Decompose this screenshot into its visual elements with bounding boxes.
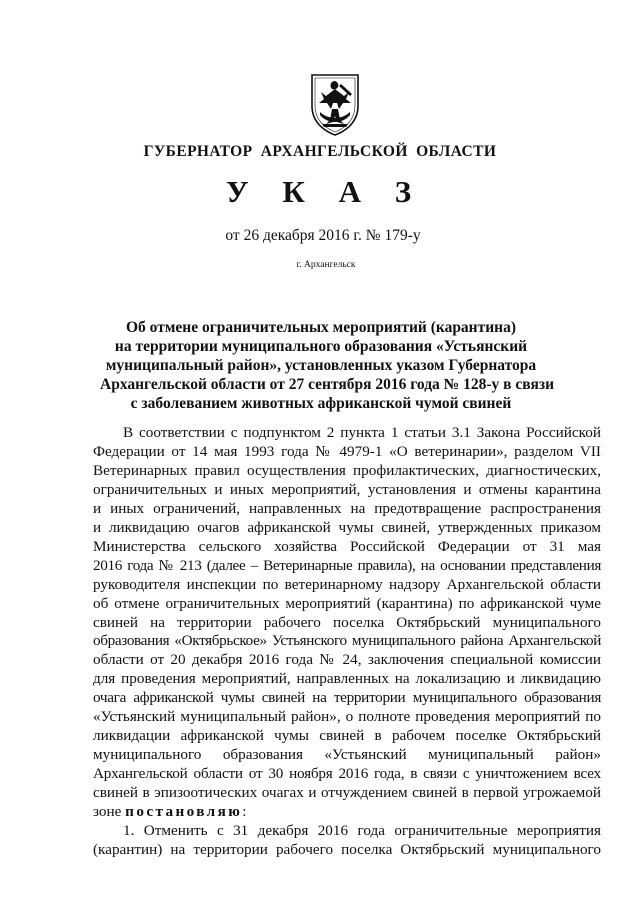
item-line: 1. Отменить с 31 декабря 2016 года ограничительные мероприятия — [123, 822, 601, 840]
subject-line: Об отмене ограничительных мероприятий (карантина) — [125, 319, 517, 336]
body-line: образования «Октябрьское» Устьянского муниципального района Архангельской — [93, 632, 601, 650]
resolution-prefix: зоне — [93, 803, 122, 821]
resolution-line — [93, 803, 601, 822]
authority-title: ГУБЕРНАТОР АРХАНГЕЛЬСКОЙ ОБЛАСТИ — [143, 143, 497, 160]
body-line: 2016 года № 213 (далее – Ветеринарные правила), на основании представления — [93, 556, 601, 574]
resolution-keyword: постановляю — [125, 803, 243, 821]
subject-line: с заболеванием животных африканской чумой свиней — [130, 395, 512, 412]
body-line: Федерации от 14 мая 1993 года № 4979-1 «О ветеринарии», разделом VII — [93, 442, 601, 460]
body-line: ликвидации африканской чумы свиней в рабочем поселке Октябрьский — [93, 727, 601, 745]
document-type-heading: У К А З — [225, 174, 425, 209]
resolution-colon: : — [242, 803, 247, 821]
coat-of-arms-emblem — [308, 72, 362, 138]
body-line: свиней в эпизоотических очагах и отчуждением свиней в первой угрожаемой — [93, 784, 601, 802]
body-line: Ветеринарных правил осуществления профилактических, диагностических, — [93, 461, 601, 479]
body-line: очага африканской чумы свиней на территории муниципального образования — [93, 689, 601, 707]
document-city: г. Архангельск — [296, 260, 356, 270]
body-line: для проведения мероприятий, направленных на локализацию и ликвидацию — [93, 670, 601, 688]
body-line: области от 20 декабря 2016 года № 24, заключения специальной комиссии — [93, 651, 601, 669]
subject-line: муниципальный район», установленных указом Губернатора — [105, 357, 537, 374]
item-line: (карантин) на территории рабочего поселка Октябрьский муниципального — [93, 840, 601, 858]
subject-line: Архангельской области от 27 сентября 2016 года № 128-у в связи — [100, 376, 555, 393]
body-line: свиней на территории рабочего поселка Октябрьский муниципального — [93, 613, 601, 631]
body-line: «Устьянский муниципальный район», о полноте проведения мероприятий по — [93, 708, 601, 726]
body-line: и иных ограничений, направленных на предотвращение распространения — [93, 499, 601, 517]
body-line: Министерства сельского хозяйства Российской Федерации от 31 мая — [93, 537, 601, 555]
body-line: и ликвидацию очагов африканской чумы свиней, утвержденных приказом — [93, 518, 601, 536]
body-line: Архангельской области от 30 ноября 2016 года, в связи с уничтожением всех — [93, 765, 601, 783]
subject-line: на территории муниципального образования «Устьянский — [114, 338, 528, 355]
body-line: руководителя инспекции по ветеринарному надзору Архангельской области — [93, 575, 601, 593]
body-line: ограничительных и иных мероприятий, установления и отмены карантина — [93, 480, 601, 498]
body-line: об отмене ограничительных мероприятий (карантина) по африканской чуме — [93, 594, 601, 612]
body-line: муниципального образования «Устьянский муниципальный район» — [93, 746, 601, 764]
document-body — [93, 424, 601, 860]
document-subject — [100, 318, 555, 413]
body-line: В соответствии с подпунктом 2 пункта 1 статьи 3.1 Закона Российской — [123, 424, 601, 441]
document-date-number: от 26 декабря 2016 г. № 179-у — [225, 227, 421, 244]
